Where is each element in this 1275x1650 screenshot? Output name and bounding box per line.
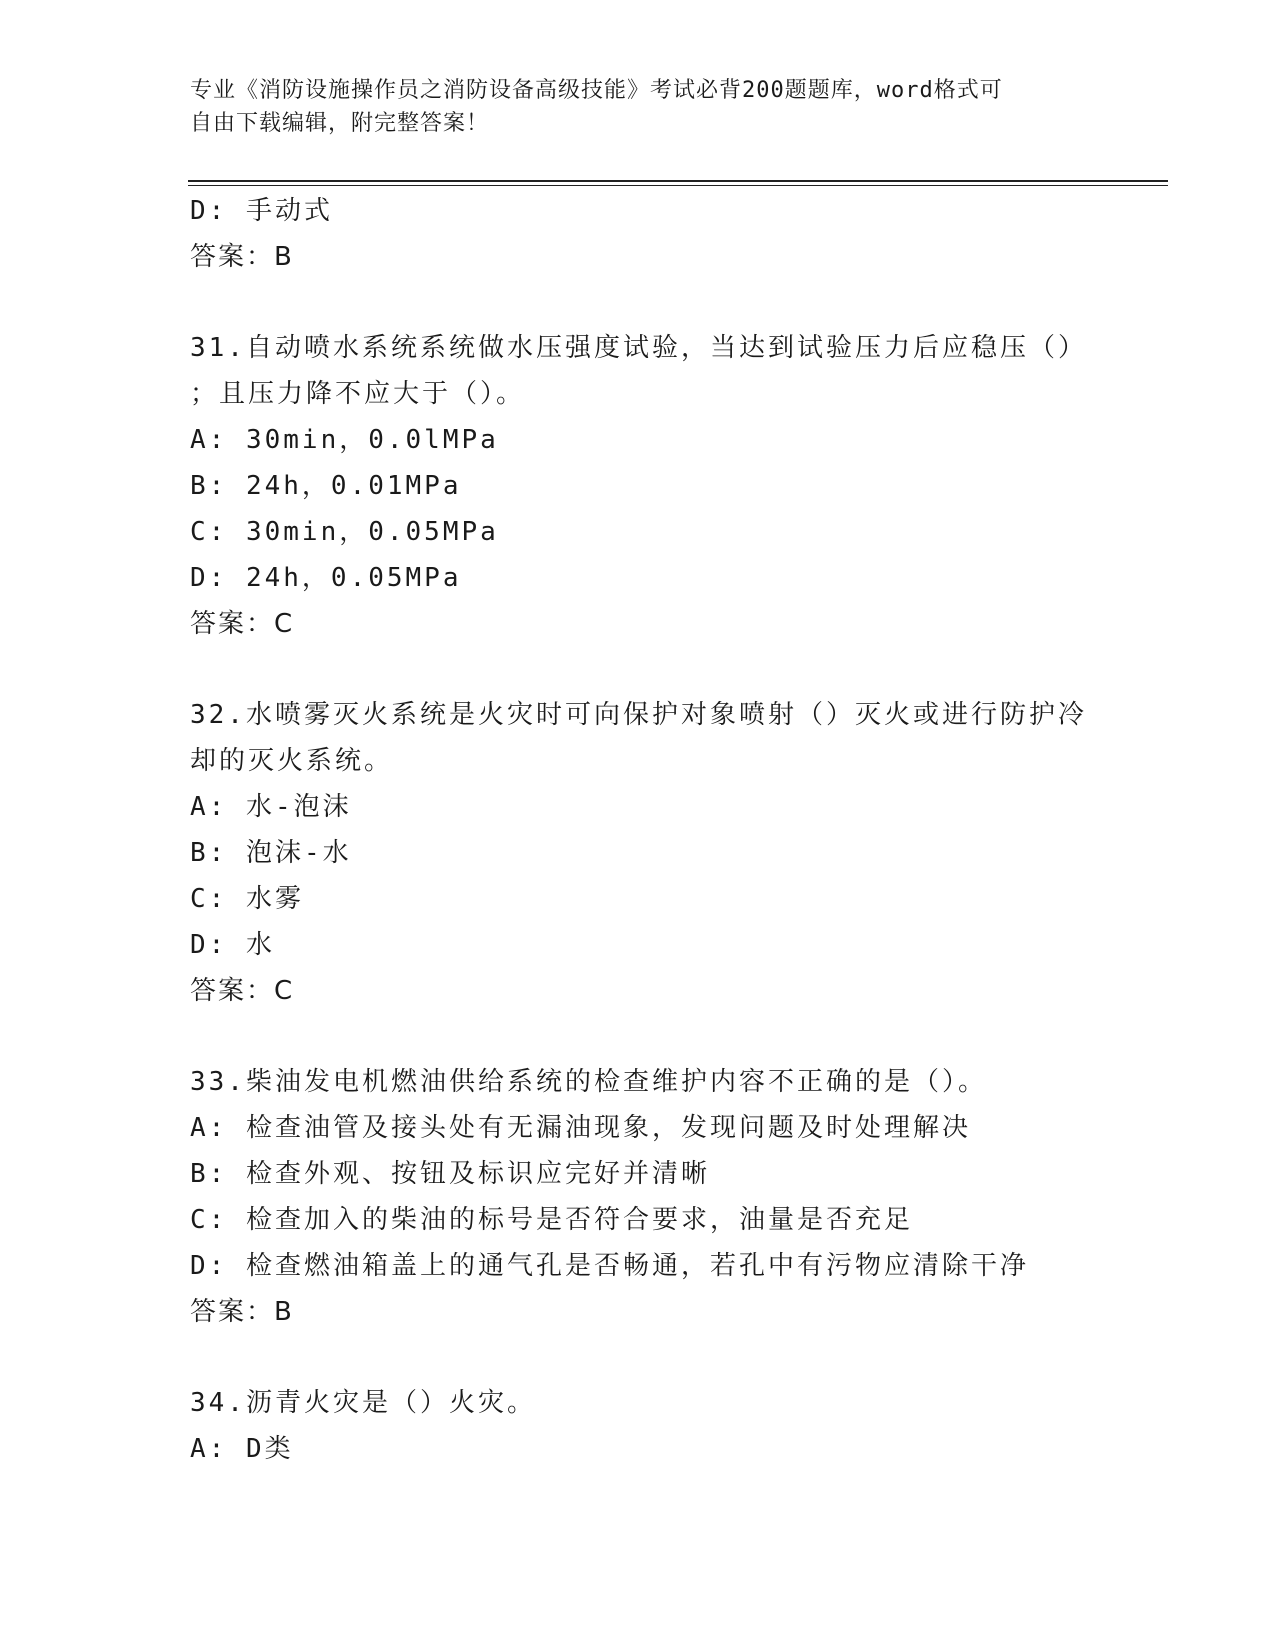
- question-34: [190, 1380, 1090, 1472]
- answer-label: 答案：B: [190, 1297, 294, 1327]
- option-c: C: 检查加入的柴油的标号是否符合要求，油量是否充足: [190, 1205, 913, 1235]
- document-body: [190, 188, 1090, 1472]
- header-rule-thin: [188, 185, 1168, 186]
- answer-label: 答案：C: [190, 609, 295, 639]
- option-c: C: 水雾: [190, 884, 304, 914]
- question-stem-line-1: 32.水喷雾灭火系统是火灾时可向保护对象喷射（）灭火或进行防护冷: [190, 700, 1087, 730]
- option-d: D: 手动式: [190, 196, 333, 226]
- option-a: A: 检查油管及接头处有无漏油现象，发现问题及时处理解决: [190, 1113, 971, 1143]
- question-31: [190, 325, 1090, 647]
- question-stem: 34.沥青火灾是（）火灾。: [190, 1388, 536, 1418]
- option-b: B: 24h，0.01MPa: [190, 471, 462, 501]
- option-d: D: 24h，0.05MPa: [190, 563, 462, 593]
- option-d: D: 检查燃油箱盖上的通气孔是否畅通，若孔中有污物应清除干净: [190, 1251, 1029, 1281]
- answer-label: 答案：C: [190, 976, 295, 1006]
- option-a: A: D类: [190, 1434, 294, 1464]
- question-33: [190, 1059, 1090, 1335]
- header-rule-thick: [188, 180, 1168, 182]
- option-d: D: 水: [190, 930, 275, 960]
- document-header: [190, 74, 1090, 140]
- option-b: B: 检查外观、按钮及标识应完好并清晰: [190, 1159, 710, 1189]
- question-stem-line-2: 却的灭火系统。: [190, 746, 394, 776]
- question-stem: 33.柴油发电机燃油供给系统的检查维护内容不正确的是（）。: [190, 1067, 987, 1097]
- option-c: C: 30min，0.05MPa: [190, 517, 499, 547]
- option-a: A: 水-泡沫: [190, 792, 352, 822]
- question-32: [190, 692, 1090, 1014]
- question-30-tail: [190, 188, 1090, 280]
- option-a: A: 30min，0.0lMPa: [190, 425, 499, 455]
- header-line-2: 自由下载编辑，附完整答案！: [190, 111, 490, 136]
- answer-label: 答案：B: [190, 242, 294, 272]
- question-stem-line-1: 31.自动喷水系统系统做水压强度试验，当达到试验压力后应稳压（）: [190, 333, 1087, 363]
- option-b: B: 泡沫-水: [190, 838, 352, 868]
- header-line-1: 专业《消防设施操作员之消防设备高级技能》考试必背200题题库，word格式可: [190, 78, 1003, 103]
- question-stem-line-2: ；且压力降不应大于（）。: [190, 379, 526, 409]
